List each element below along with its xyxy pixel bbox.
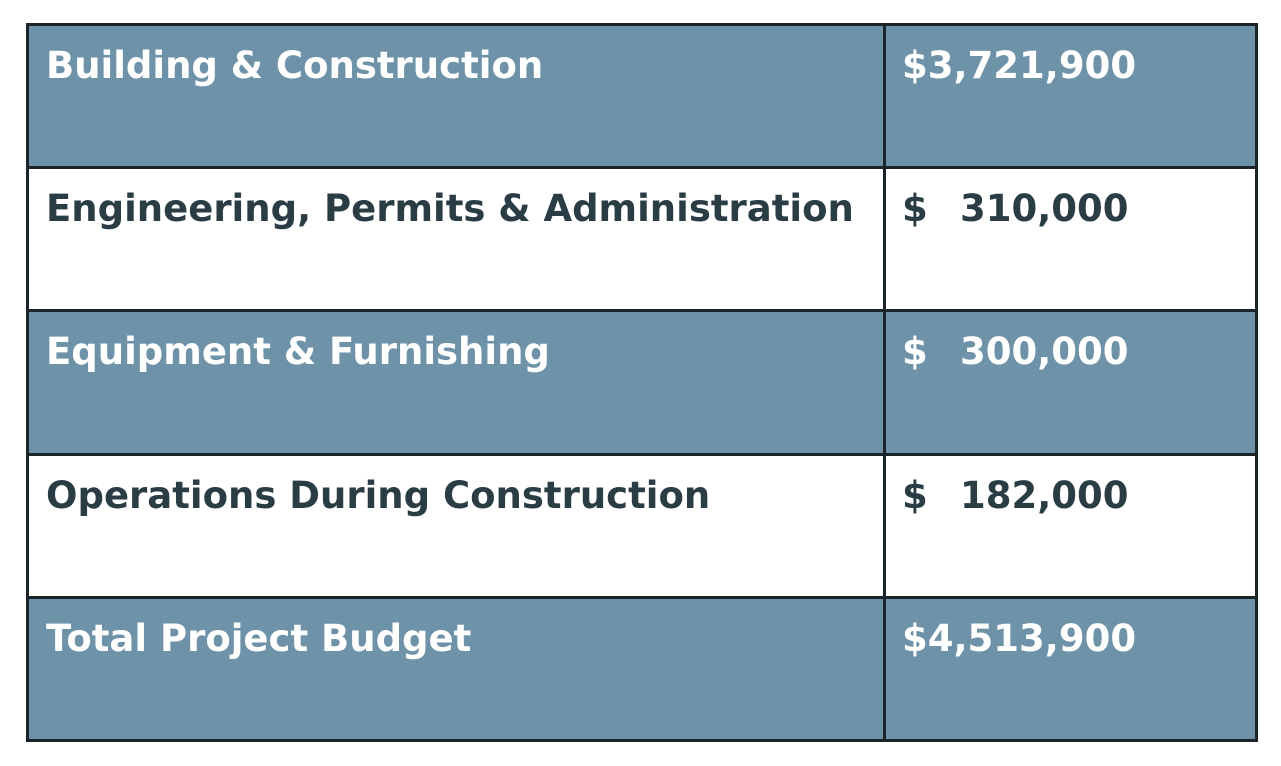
project-budget-table	[26, 23, 1258, 742]
budget-item-label: Engineering, Permits & Administration	[46, 187, 854, 231]
budget-total-value: 4,513,900	[927, 616, 1137, 660]
budget-item-label: Equipment & Furnishing	[46, 330, 550, 374]
budget-amount-cell	[885, 168, 1257, 311]
currency-symbol: $	[902, 44, 928, 87]
budget-label-cell	[28, 311, 885, 454]
budget-label-cell	[28, 25, 885, 168]
budget-amount-value: 310,000	[960, 187, 1129, 231]
budget-item-label: Operations During Construction	[46, 473, 711, 517]
budget-row-total	[28, 597, 1257, 740]
currency-symbol: $	[902, 187, 928, 231]
budget-amount-value: 182,000	[960, 473, 1129, 517]
budget-row-engineering-permits	[28, 168, 1257, 311]
currency-symbol: $	[902, 616, 928, 660]
budget-label-cell	[28, 597, 885, 740]
budget-row-building-construction	[28, 25, 1257, 168]
budget-item-label: Building & Construction	[46, 44, 544, 87]
budget-row-equipment-furnishing	[28, 311, 1257, 454]
budget-amount-cell	[885, 597, 1257, 740]
budget-amount-cell	[885, 311, 1257, 454]
budget-total-label: Total Project Budget	[46, 616, 472, 660]
budget-row-operations-during-construction	[28, 454, 1257, 597]
currency-symbol: $	[902, 473, 928, 517]
budget-label-cell	[28, 168, 885, 311]
budget-label-cell	[28, 454, 885, 597]
budget-amount-cell	[885, 25, 1257, 168]
budget-amount-cell	[885, 454, 1257, 597]
budget-amount-value: 3,721,900	[927, 44, 1137, 87]
budget-amount-value: 300,000	[960, 330, 1129, 374]
currency-symbol: $	[902, 330, 928, 374]
